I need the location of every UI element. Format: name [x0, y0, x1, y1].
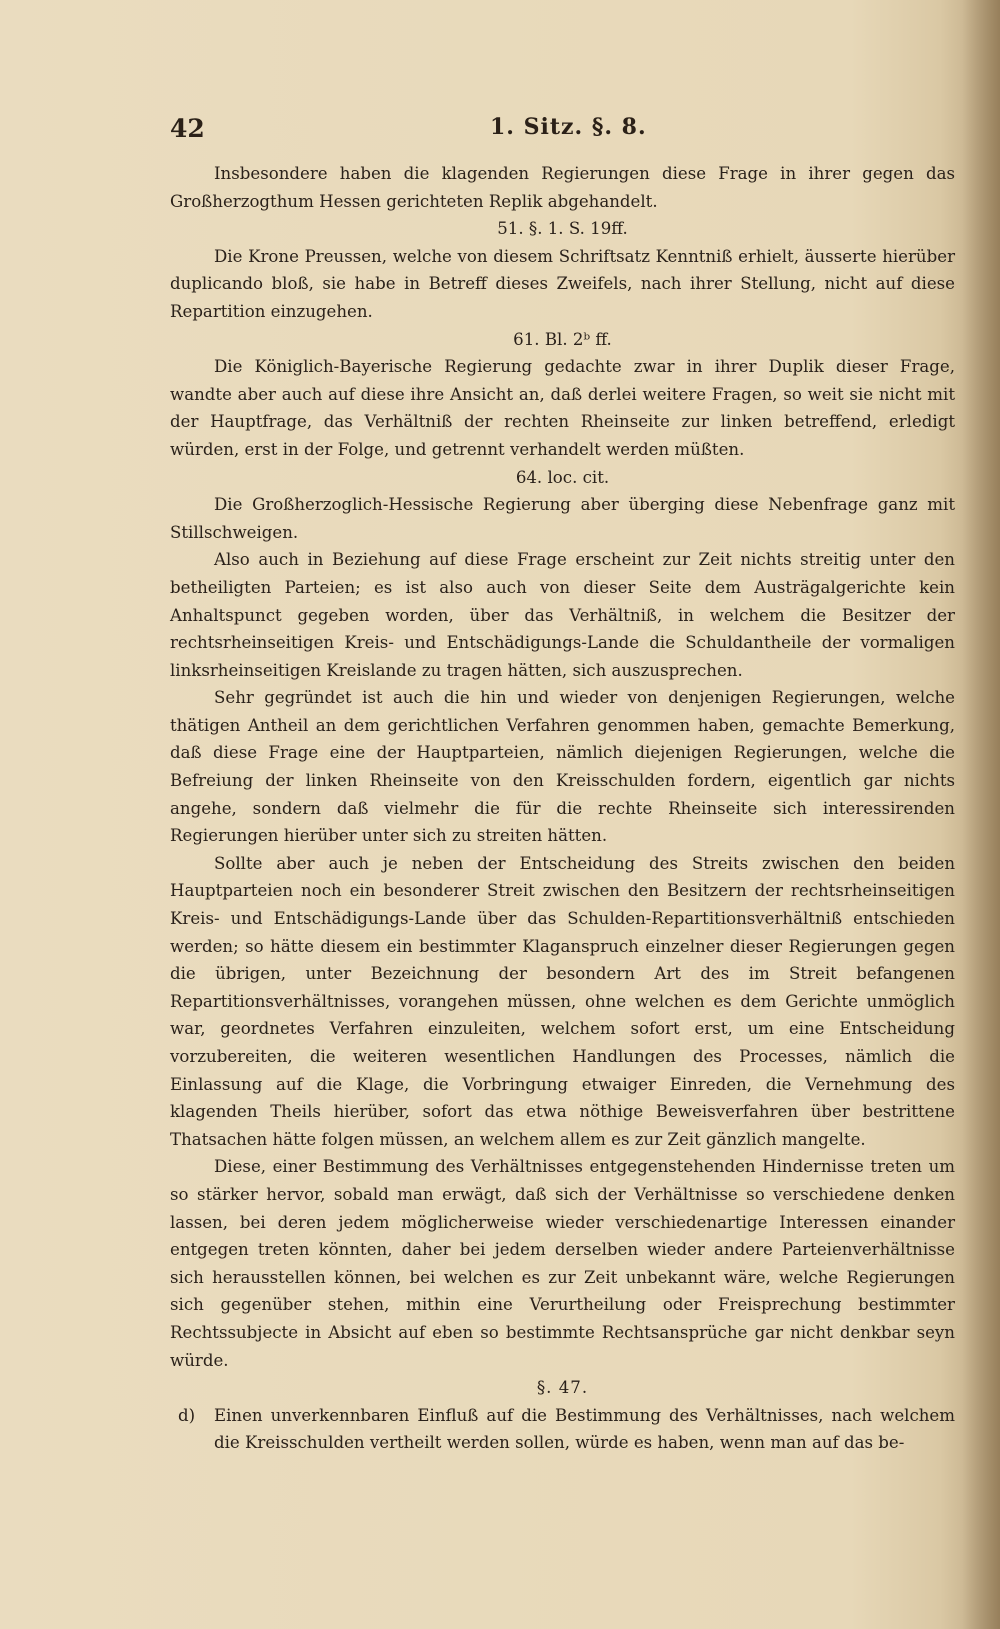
paragraph-text: Einen unverkennbaren Einfluß auf die Bestimmung des Verhältnisses, nach welchem die Kreisschulden vertheilt werden sollen, würde es haben, wenn man auf das be- — [214, 1405, 955, 1453]
page-number: 42 — [170, 114, 205, 143]
citation-reference: 51. §. 1. S. 19ff. — [497, 219, 628, 239]
citation-reference: 64. loc. cit. — [515, 467, 610, 487]
paragraph: Die Königlich-Bayerische Regierung gedachte zwar in ihrer Duplik dieser Frage, wandte aber auch auf diese ihre Ansicht an, daß derlei weitere Fragen, so weit sie nicht mit der Hauptfrage, das Verhältniß der rechten Rheinseite zur linken betreffend, erledigt würden, erst in der Folge, und getrennt verhandelt werden müßten. — [170, 357, 955, 459]
paragraph: Die Großherzoglich-Hessische Regierung aber überging diese Nebenfrage ganz mit Stillschweigen. — [170, 495, 955, 542]
page-spine-shadow — [962, 0, 1000, 1629]
paragraph: Also auch in Beziehung auf diese Frage erscheint zur Zeit nichts streitig unter den betheiligten Parteien; es ist also auch von dieser Seite dem Austrägalgerichte kein Anhaltspunct gegeben worden, über das Verhältniß, in welchem die Besitzer der rechtsrheinseitigen Kreis- und Entschädigungs-Lande die Schuldantheile der vormaligen linksrheinseitigen Kreislande zu tragen hätten, sich auszusprechen. — [170, 550, 955, 680]
citation-reference: 61. Bl. 2ᵇ ff. — [513, 329, 612, 349]
section-heading: §. 47. — [536, 1378, 589, 1398]
paragraph: Die Krone Preussen, welche von diesem Schriftsatz Kenntniß erhielt, äusserte hierüber duplicando bloß, sie habe in Betreff dieses Zweifels, nach ihrer Stellung, nicht auf diese Repartition einzugehen. — [170, 246, 955, 321]
paragraph: Sehr gegründet ist auch die hin und wieder von denjenigen Regierungen, welche thätigen Antheil an dem gerichtlichen Verfahren genommen haben, gemachte Bemerkung, daß diese Frage eine der Hauptparteien, nämlich diejenigen Regierungen, welche die Befreiung der linken Rheinseite von den Kreisschulden fordern, eigentlich gar nichts angehe, sondern daß vielmehr die für die rechte Rheinseite sich interessirenden Regierungen hierüber unter sich zu streiten hätten. — [170, 688, 955, 846]
running-head: 1. Sitz. §. 8. — [490, 114, 647, 140]
paragraph: Diese, einer Bestimmung des Verhältnisses entgegenstehenden Hindernisse treten um so stärker hervor, sobald man erwägt, daß sich der Verhältnisse so verschiedene denken lassen, bei deren jedem möglicherweise wieder verschiedenartige Interessen einander entgegen treten könnten, daher bei jedem derselben wieder andere Parteienverhältnisse sich herausstellen können, bei welchen es zur Zeit unbekannt wäre, welche Regierungen sich gegenüber stehen, mithin eine Verurtheilung oder Freisprechung bestimmter Rechtssubjecte in Absicht auf eben so bestimmte Rechtsansprüche gar nicht denkbar seyn würde. — [170, 1157, 955, 1370]
paragraph: Insbesondere haben die klagenden Regierungen diese Frage in ihrer gegen das Großherzogthum Hessen gerichteten Replik abgehandelt. — [170, 164, 955, 211]
item-label: d) — [178, 1405, 196, 1425]
enumerated-paragraph — [170, 1402, 955, 1457]
paragraph: Sollte aber auch je neben der Entscheidung des Streits zwischen den beiden Hauptparteien noch ein besonderer Streit zwischen den Besitzern der rechtsrheinseitigen Kreis- und Entschädigungs-Lande über das Schulden-Repartitionsverhältniß entschieden werden; so hätte diesem ein bestimmter Klaganspruch einzelner dieser Regierungen gegen die übrigen, unter Bezeichnung der besondern Art des im Streit befangenen Repartitionsverhältnisses, vorangehen müssen, ohne welchen es dem Gerichte unmöglich war, geordnetes Verfahren einzuleiten, welchem sofort erst, um eine Entscheidung vorzubereiten, die weiteren wesentlichen Handlungen des Processes, nämlich die Einlassung auf die Klage, die Vorbringung etwaiger Einreden, die Vernehmung des klagenden Theils hierüber, sofort das etwa nöthige Beweisverfahren über bestrittene Thatsachen hätte folgen müssen, an welchem allem es zur Zeit gänzlich mangelte. — [170, 853, 955, 1149]
page-header — [170, 114, 950, 150]
body-text — [170, 160, 955, 1457]
